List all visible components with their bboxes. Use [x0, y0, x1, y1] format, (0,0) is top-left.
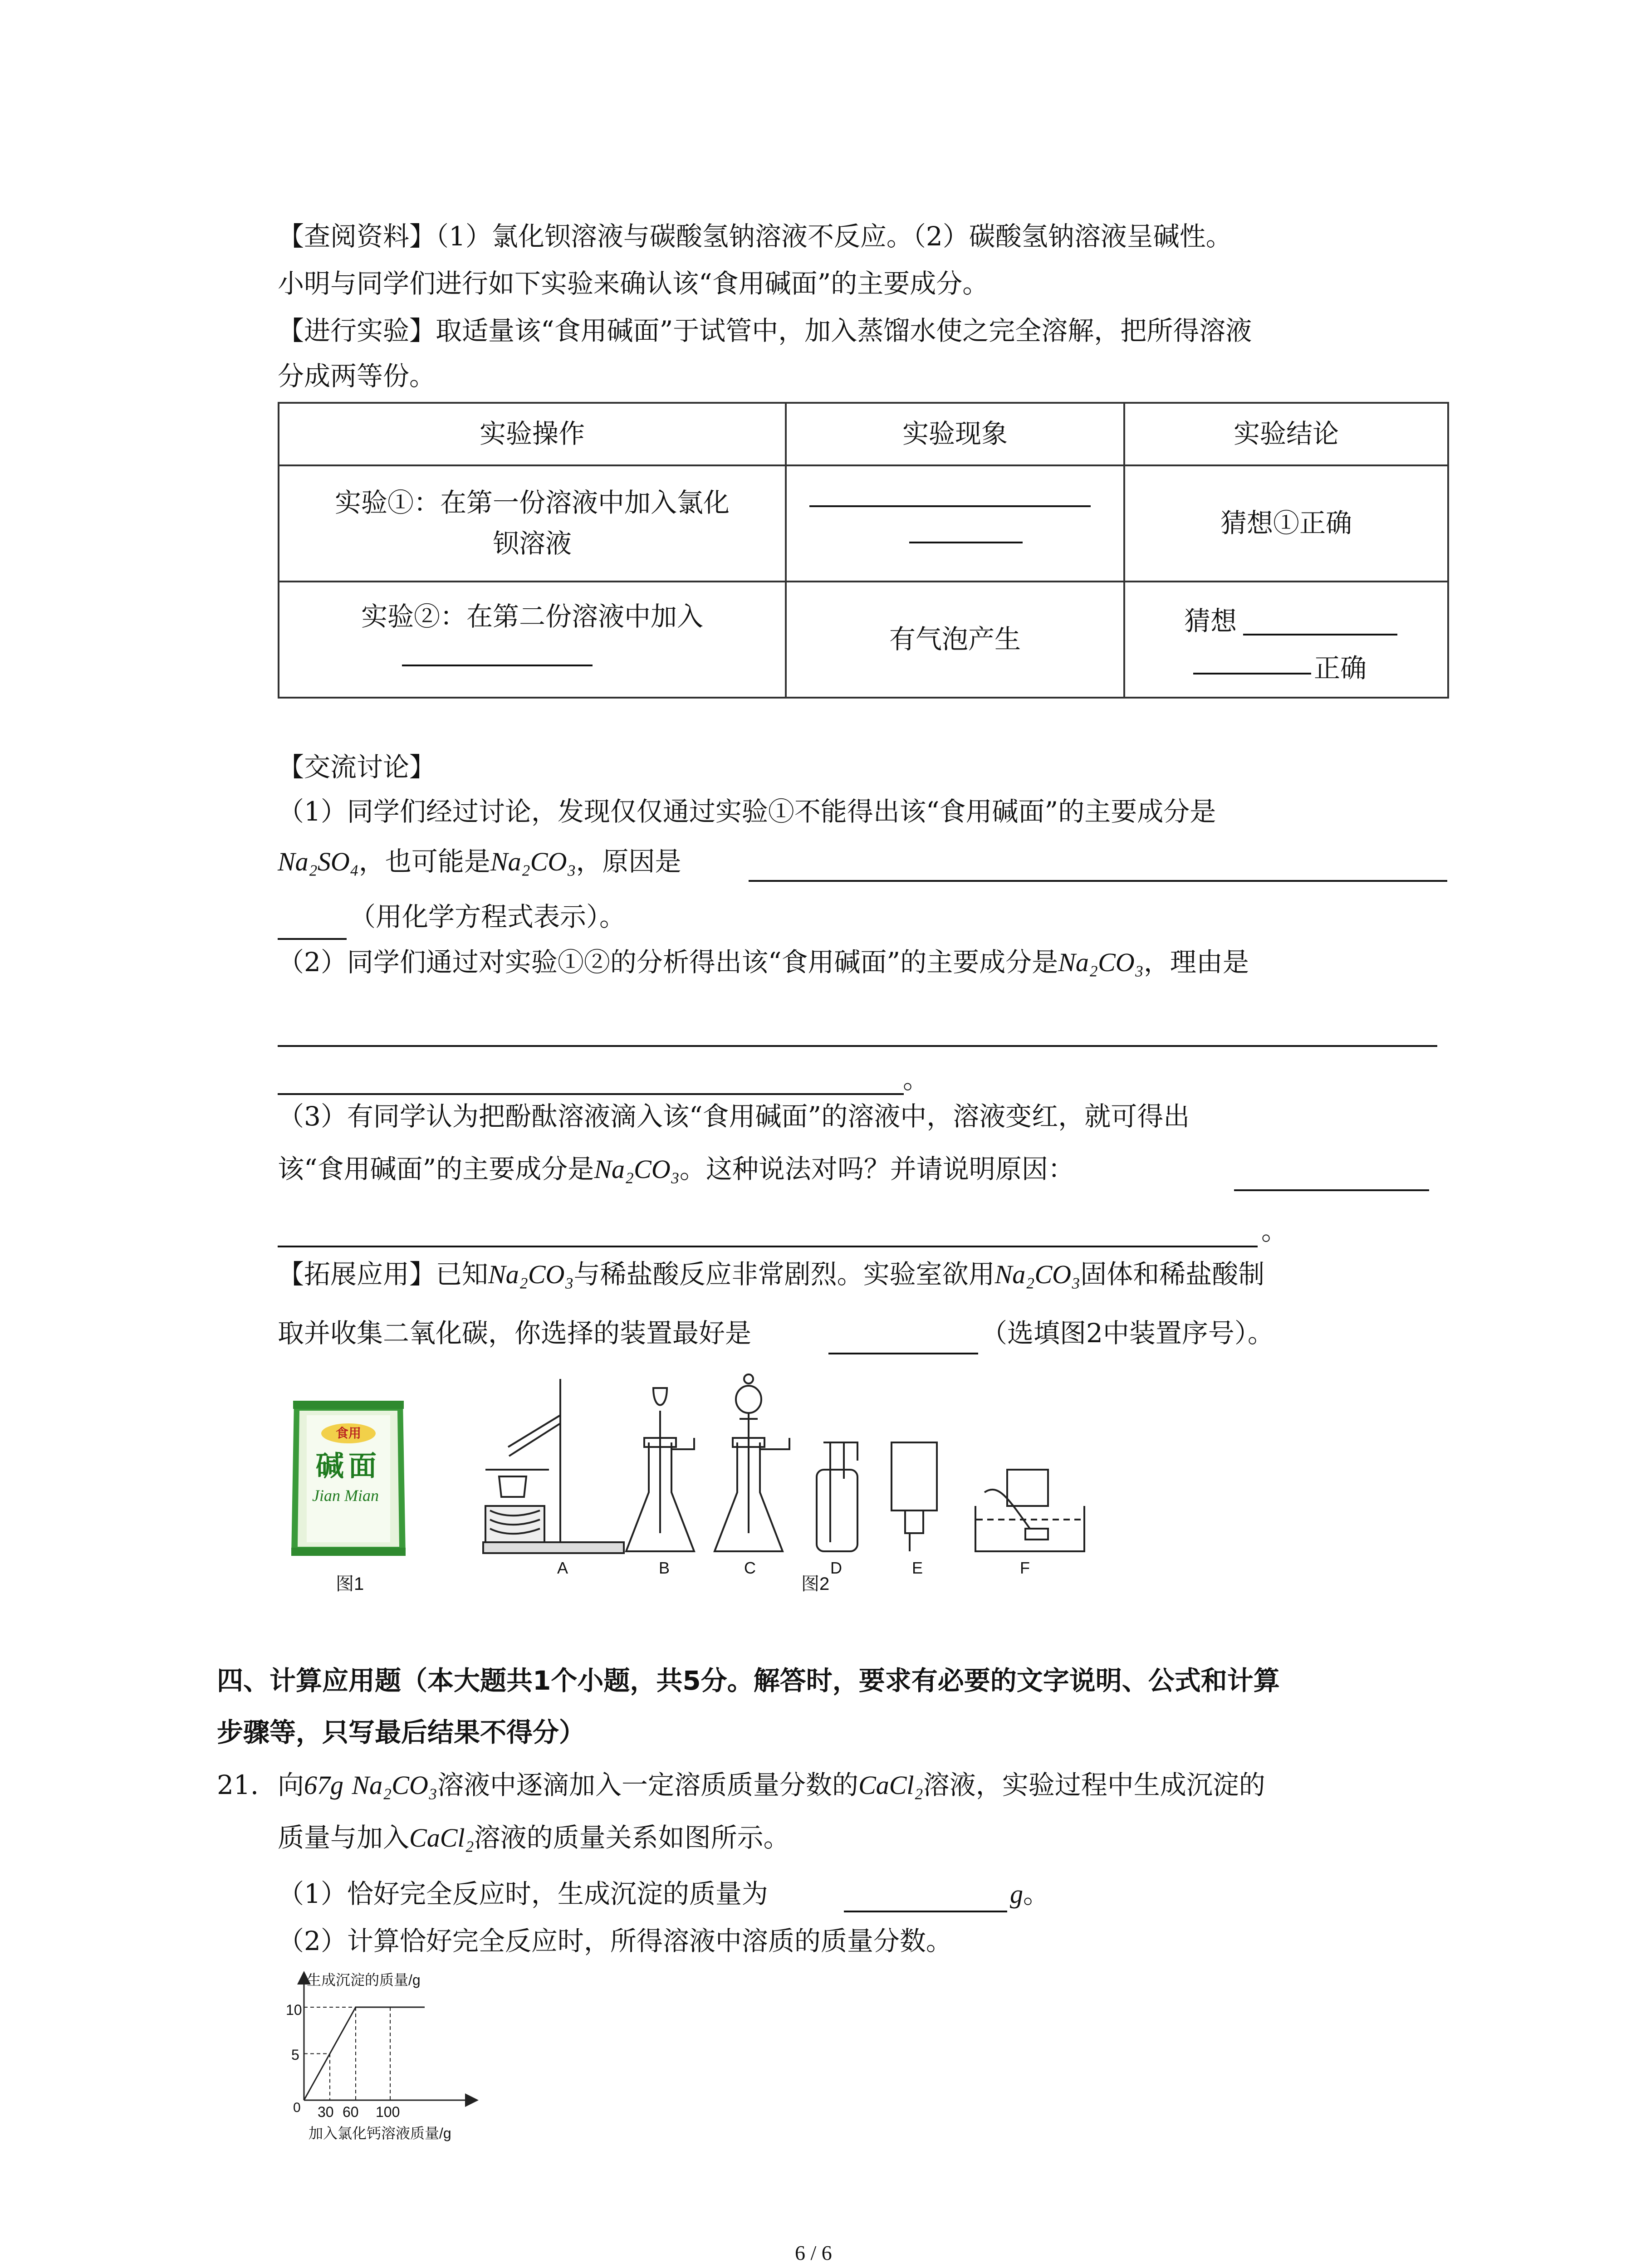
ext-text-a: 【拓展应用】已知	[278, 1259, 489, 1290]
y-tick-10: 10	[286, 2002, 302, 2018]
fig2-caption: 图2	[801, 1574, 830, 1594]
formula-cacl2: CaCl₂	[858, 1770, 923, 1800]
apparatus-label-d: D	[830, 1559, 842, 1577]
q21-part1: （1）恰好完全反应时，生成沉淀的质量为	[278, 1878, 768, 1909]
q1-text-c: ，原因是	[576, 846, 681, 877]
table-cell-op1	[279, 465, 786, 582]
q2-end: 。	[903, 1064, 930, 1095]
apparatus-label-f: F	[1020, 1559, 1030, 1577]
x-axis-label: 加入氯化钙溶液质量/g	[309, 2125, 451, 2141]
formula-na2so4: Na₂SO₄	[278, 847, 359, 876]
answer-blank	[402, 665, 593, 666]
concl2-b: 正确	[1314, 653, 1367, 684]
formula-na2co3: Na₂CO₃	[1058, 948, 1144, 977]
y-axis-label: 生成沉淀的质量/g	[307, 1972, 421, 1988]
table-cell-concl1: 猜想①正确	[1124, 465, 1448, 582]
q1-line-d: （用化学方程式表示）。	[349, 901, 626, 932]
x-tick-100: 100	[376, 2104, 400, 2120]
page-number: 6 / 6	[795, 2241, 832, 2264]
series-line	[304, 2007, 425, 2100]
q3-line-b	[278, 1156, 1074, 1183]
q21-text-d: 质量与加入	[278, 1822, 410, 1853]
q3-text-c: 。这种说法对吗？并请说明原因：	[679, 1154, 1074, 1184]
x-tick-30: 30	[318, 2104, 334, 2120]
x-tick-60: 60	[343, 2104, 359, 2120]
answer-blank	[828, 1353, 978, 1354]
q1-text-b: ，也可能是	[358, 846, 490, 877]
answer-blank	[278, 1045, 1437, 1047]
precipitate-chart	[272, 1969, 499, 2141]
table-header-conclusion: 实验结论	[1124, 403, 1448, 465]
formula-cacl2: CaCl₂	[409, 1823, 474, 1853]
answer-blank	[749, 880, 1447, 882]
q21-number: 21.	[217, 1769, 259, 1800]
text-line-3: 【进行实验】取适量该“食用碱面”于试管中，加入蒸馏水使之完全溶解，把所得溶液	[278, 315, 1252, 346]
package-text-1: 食用	[336, 1426, 362, 1441]
answer-blank	[278, 1093, 904, 1095]
food-package-image	[289, 1397, 408, 1560]
q3-text-b: 该“食用碱面”的主要成分是	[278, 1154, 594, 1184]
apparatus-e-icon	[892, 1442, 937, 1551]
formula-na2co3: Na₂CO₃	[488, 1260, 574, 1289]
apparatus-label-b: B	[659, 1559, 670, 1577]
table-cell-concl2	[1124, 582, 1448, 698]
q2-line	[278, 949, 1249, 976]
apparatus-label-c: C	[744, 1559, 756, 1577]
table-cell-phen1	[786, 465, 1124, 582]
ext-text-b: 与稀盐酸反应非常剧烈。实验室欲用	[573, 1259, 995, 1290]
text-line-1: 【查阅资料】（1）氯化钡溶液与碳酸氢钠溶液不反应。（2）碳酸氢钠溶液呈碱性。	[278, 221, 1232, 252]
extension-line-c: （选填图2中装置序号）。	[981, 1318, 1274, 1349]
q21-line-b	[278, 1824, 790, 1851]
q21-line-a	[278, 1769, 1265, 1800]
q21-part2: （2）计算恰好完全反应时，所得溶液中溶质的质量分数。	[278, 1926, 952, 1956]
q21-part1-end: 。	[1023, 1878, 1050, 1909]
q21-part1-unit	[1010, 1878, 1050, 1909]
concl2-a: 猜想	[1184, 606, 1237, 636]
fig1-caption: 图1	[336, 1574, 364, 1594]
answer-blank	[844, 1911, 1007, 1912]
q21-text-e: 溶液的质量关系如图所示。	[474, 1822, 790, 1853]
table-cell-phen2: 有气泡产生	[786, 582, 1124, 698]
discussion-heading: 【交流讨论】	[278, 752, 436, 782]
text-line-4: 分成两等份。	[278, 361, 436, 391]
q3-end: 。	[1261, 1215, 1288, 1246]
package-text-3: Jian Mian	[312, 1486, 379, 1505]
table-cell-op2	[279, 582, 786, 698]
experiment-table	[278, 402, 1449, 699]
answer-blank	[278, 1246, 1258, 1247]
q2-text-b: ，理由是	[1143, 947, 1249, 978]
y-tick-5: 5	[291, 2047, 299, 2063]
q21-mass: 67g	[304, 1770, 344, 1800]
apparatus-figure	[481, 1361, 1098, 1569]
q1-line-b	[278, 848, 681, 875]
extension-line-b: 取并收集二氧化碳，你选择的装置最好是	[278, 1318, 752, 1349]
formula-na2co3: Na₂CO₃	[490, 847, 576, 876]
package-text-2: 碱面	[316, 1449, 382, 1482]
apparatus-a-icon	[483, 1379, 624, 1553]
op2-line: 实验②：在第二份溶液中加入	[361, 601, 703, 632]
formula-na2co3: Na₂CO₃	[594, 1154, 680, 1184]
apparatus-b-icon	[626, 1388, 694, 1551]
answer-blank	[1243, 634, 1397, 635]
answer-blank	[278, 938, 347, 940]
unit-g: g	[1010, 1879, 1023, 1909]
extension-line-a	[278, 1261, 1264, 1288]
text-line-2: 小明与同学们进行如下实验来确认该“食用碱面”的主要成分。	[278, 268, 989, 299]
section4-title-b: 步骤等，只写最后结果不得分）	[217, 1717, 586, 1748]
answer-blank	[809, 505, 1091, 507]
q2-text-a: （2）同学们通过对实验①②的分析得出该“食用碱面”的主要成分是	[278, 947, 1058, 978]
origin-label: 0	[293, 2100, 301, 2115]
table-header-operation: 实验操作	[279, 403, 786, 465]
apparatus-f-icon	[975, 1470, 1084, 1551]
section4-title-a: 四、计算应用题（本大题共1个小题，共5分。解答时，要求有必要的文字说明、公式和计算	[217, 1665, 1280, 1696]
formula-na2co3: Na₂CO₃	[994, 1260, 1081, 1289]
apparatus-label-a: A	[557, 1559, 568, 1577]
q21-text-b: 溶液中逐滴加入一定溶质质量分数的	[437, 1769, 859, 1800]
table-header-phenomenon: 实验现象	[786, 403, 1124, 465]
op1-line-b: 钡溶液	[492, 528, 572, 559]
apparatus-label-e: E	[912, 1559, 923, 1577]
apparatus-c-icon	[715, 1374, 789, 1551]
q3-line-a: （3）有同学认为把酚酞溶液滴入该“食用碱面”的溶液中，溶液变红，就可得出	[278, 1101, 1190, 1132]
q21-text-a: 向	[278, 1769, 304, 1800]
apparatus-d-icon	[817, 1442, 857, 1551]
answer-blank	[1234, 1189, 1429, 1191]
answer-blank	[1193, 673, 1311, 675]
q21-text-c: 溶液，实验过程中生成沉淀的	[923, 1769, 1265, 1800]
ext-text-c: 固体和稀盐酸制	[1080, 1259, 1265, 1290]
formula-na2co3: Na₂CO₃	[352, 1770, 438, 1800]
answer-blank	[909, 542, 1023, 543]
q1-line-a: （1）同学们经过讨论，发现仅仅通过实验①不能得出该“食用碱面”的主要成分是	[278, 796, 1216, 827]
op1-line-a: 实验①：在第一份溶液中加入氯化	[334, 487, 730, 518]
